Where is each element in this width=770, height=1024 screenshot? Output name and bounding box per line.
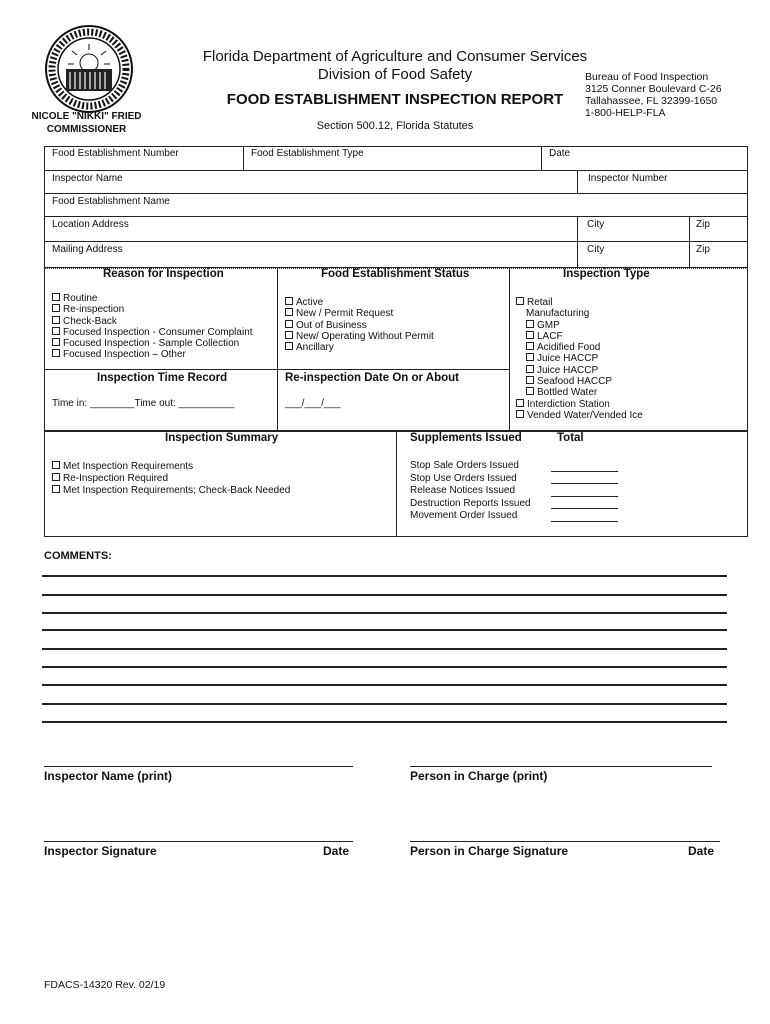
status-out-of-business[interactable]: Out of Business [285,320,434,331]
reason-sample-collection[interactable]: Focused Inspection - Sample Collection [52,338,253,349]
pic-signature-label: Person in Charge Signature [410,844,569,858]
checkbox-icon [52,316,60,324]
inspector-name-field[interactable]: Inspector Name [52,173,123,184]
division-name: Division of Food Safety [317,66,473,83]
checkbox-icon [526,320,534,328]
location-zip-field[interactable]: Zip [696,219,710,230]
summary-met[interactable]: Met Inspection Requirements [52,461,290,473]
type-juice-haccp[interactable]: Juice HACCP [516,353,643,364]
commissioner-block [14,110,159,136]
mailing-address-field[interactable]: Mailing Address [52,244,123,255]
date-field[interactable]: Date [549,148,571,159]
checkbox-icon [285,342,293,350]
report-title: FOOD ESTABLISHMENT INSPECTION REPORT [226,91,564,108]
comment-line[interactable] [42,648,727,650]
comment-line[interactable] [42,575,727,577]
bureau-address [585,71,722,119]
comment-line[interactable] [42,666,727,668]
comment-line[interactable] [42,594,727,596]
supplements-heading: Supplements Issued [410,432,522,444]
est-type-field[interactable]: Food Establishment Type [251,148,364,159]
checkbox-icon [52,327,60,335]
statute-reference: Section 500.12, Florida Statutes [316,120,474,132]
type-interdiction[interactable]: Interdiction Station [516,399,643,410]
type-list [516,297,643,421]
comment-line[interactable] [42,684,727,686]
comment-line[interactable] [42,721,727,723]
type-bottled-water[interactable]: Bottled Water [516,387,643,398]
type-gmp[interactable]: GMP [516,320,643,331]
checkbox-icon [526,342,534,350]
form-number: FDACS-14320 Rev. 02/19 [44,979,166,991]
summary-reinspection[interactable]: Re-Inspection Required [52,473,290,485]
checkbox-icon [526,365,534,373]
supplement-stop-sale: Stop Sale Orders Issued [410,460,519,471]
supplement-stop-use: Stop Use Orders Issued [410,472,517,484]
type-vended[interactable]: Vended Water/Vended Ice [516,410,643,421]
reinspection-heading: Re-inspection Date On or About [285,372,459,384]
status-ancillary[interactable]: Ancillary [285,342,434,353]
establishment-info-table [44,146,748,268]
supplement-movement: Movement Order Issued [410,510,518,521]
summary-list [52,461,290,497]
checkbox-icon [52,304,60,312]
est-number-field[interactable]: Food Establishment Number [52,148,179,159]
reason-other[interactable]: Focused Inspection – Other [52,349,253,360]
reason-list [52,293,253,361]
checkbox-icon [516,410,524,418]
est-name-field[interactable]: Food Establishment Name [52,196,170,207]
supplements-list [410,460,531,523]
reason-reinspection[interactable]: Re-inspection [52,304,253,315]
total-destruction-line[interactable] [551,508,618,509]
checkbox-icon [52,461,60,469]
pic-date-label: Date [688,844,715,858]
checkbox-icon [285,308,293,316]
reason-heading: Reason for Inspection [103,268,224,280]
reason-consumer-complaint[interactable]: Focused Inspection - Consumer Complaint [52,327,253,338]
commissioner-title: COMMISSIONER [46,124,127,135]
checkbox-icon [285,320,293,328]
summary-heading: Inspection Summary [165,432,279,444]
checkbox-icon [516,297,524,305]
comment-line[interactable] [42,612,727,614]
fdacs-seal-logo [44,24,134,114]
agency-name: Florida Department of Agriculture and Consumer Services [202,48,588,65]
person-in-charge-label: Person in Charge (print) [410,769,548,783]
checkbox-icon [526,353,534,361]
total-heading: Total [557,432,584,444]
type-manufacturing-label: Manufacturing [526,308,590,320]
mailing-city-field[interactable]: City [587,244,605,255]
checkbox-icon [285,297,293,305]
inspector-signature-label: Inspector Signature [44,844,157,858]
type-lacf[interactable]: LACF [516,331,643,342]
type-retail[interactable]: Retail [516,297,643,308]
checkbox-icon [285,331,293,339]
comment-line[interactable] [42,703,727,705]
comments-label: COMMENTS: [44,550,112,562]
mailing-zip-field[interactable]: Zip [696,244,710,255]
inspector-name-line[interactable] [44,766,353,767]
checkbox-icon [526,376,534,384]
checkbox-icon [52,349,60,357]
comment-line[interactable] [42,629,727,631]
checkbox-icon [526,331,534,339]
inspector-name-label: Inspector Name (print) [44,769,173,783]
total-stop-sale-line[interactable] [551,471,618,472]
inspector-number-field[interactable]: Inspector Number [588,173,668,184]
summary-check-back[interactable]: Met Inspection Requirements; Check-Back Needed [52,485,290,497]
status-active[interactable]: Active [285,297,434,308]
inspector-date-label: Date [323,844,350,858]
checkbox-icon [52,338,60,346]
bureau-phone: 1-800-HELP-FLA [585,107,666,119]
total-release-line[interactable] [551,496,618,497]
status-list [285,297,434,353]
pic-signature-line[interactable] [410,841,720,842]
reinspection-date-field[interactable]: ___/___/___ [285,398,341,409]
time-record-heading: Inspection Time Record [97,372,228,384]
checkbox-icon [52,473,60,481]
type-seafood-haccp[interactable]: Seafood HACCP [516,376,643,387]
checkbox-icon [516,399,524,407]
bureau-street: 3125 Conner Boulevard C-26 [585,83,722,95]
location-city-field[interactable]: City [587,219,605,230]
status-heading: Food Establishment Status [321,268,470,280]
supplement-release: Release Notices Issued [410,485,516,496]
type-juice-haccp-2[interactable]: Juice HACCP [516,365,643,376]
total-movement-line[interactable] [551,521,618,522]
bureau-name: Bureau of Food Inspection [585,71,709,83]
type-acidified-food[interactable]: Acidified Food [516,342,643,353]
person-in-charge-line[interactable] [410,766,712,767]
status-no-permit[interactable]: New/ Operating Without Permit [285,331,434,342]
type-heading: Inspection Type [563,268,650,280]
checkbox-icon [52,485,60,493]
time-in-out-field[interactable]: Time in: ________Time out: __________ [52,398,235,409]
bureau-city: Tallahassee, FL 32399-1650 [585,95,718,107]
location-address-field[interactable]: Location Address [52,219,129,230]
status-new-permit[interactable]: New / Permit Request [285,308,434,319]
checkbox-icon [526,387,534,395]
supplement-destruction: Destruction Reports Issued [410,497,531,509]
inspector-signature-line[interactable] [44,841,353,842]
reason-routine[interactable]: Routine [52,293,253,304]
commissioner-name: NICOLE "NIKKI" FRIED [31,111,142,122]
total-stop-use-line[interactable] [551,483,618,484]
reason-check-back[interactable]: Check-Back [52,316,253,327]
checkbox-icon [52,293,60,301]
